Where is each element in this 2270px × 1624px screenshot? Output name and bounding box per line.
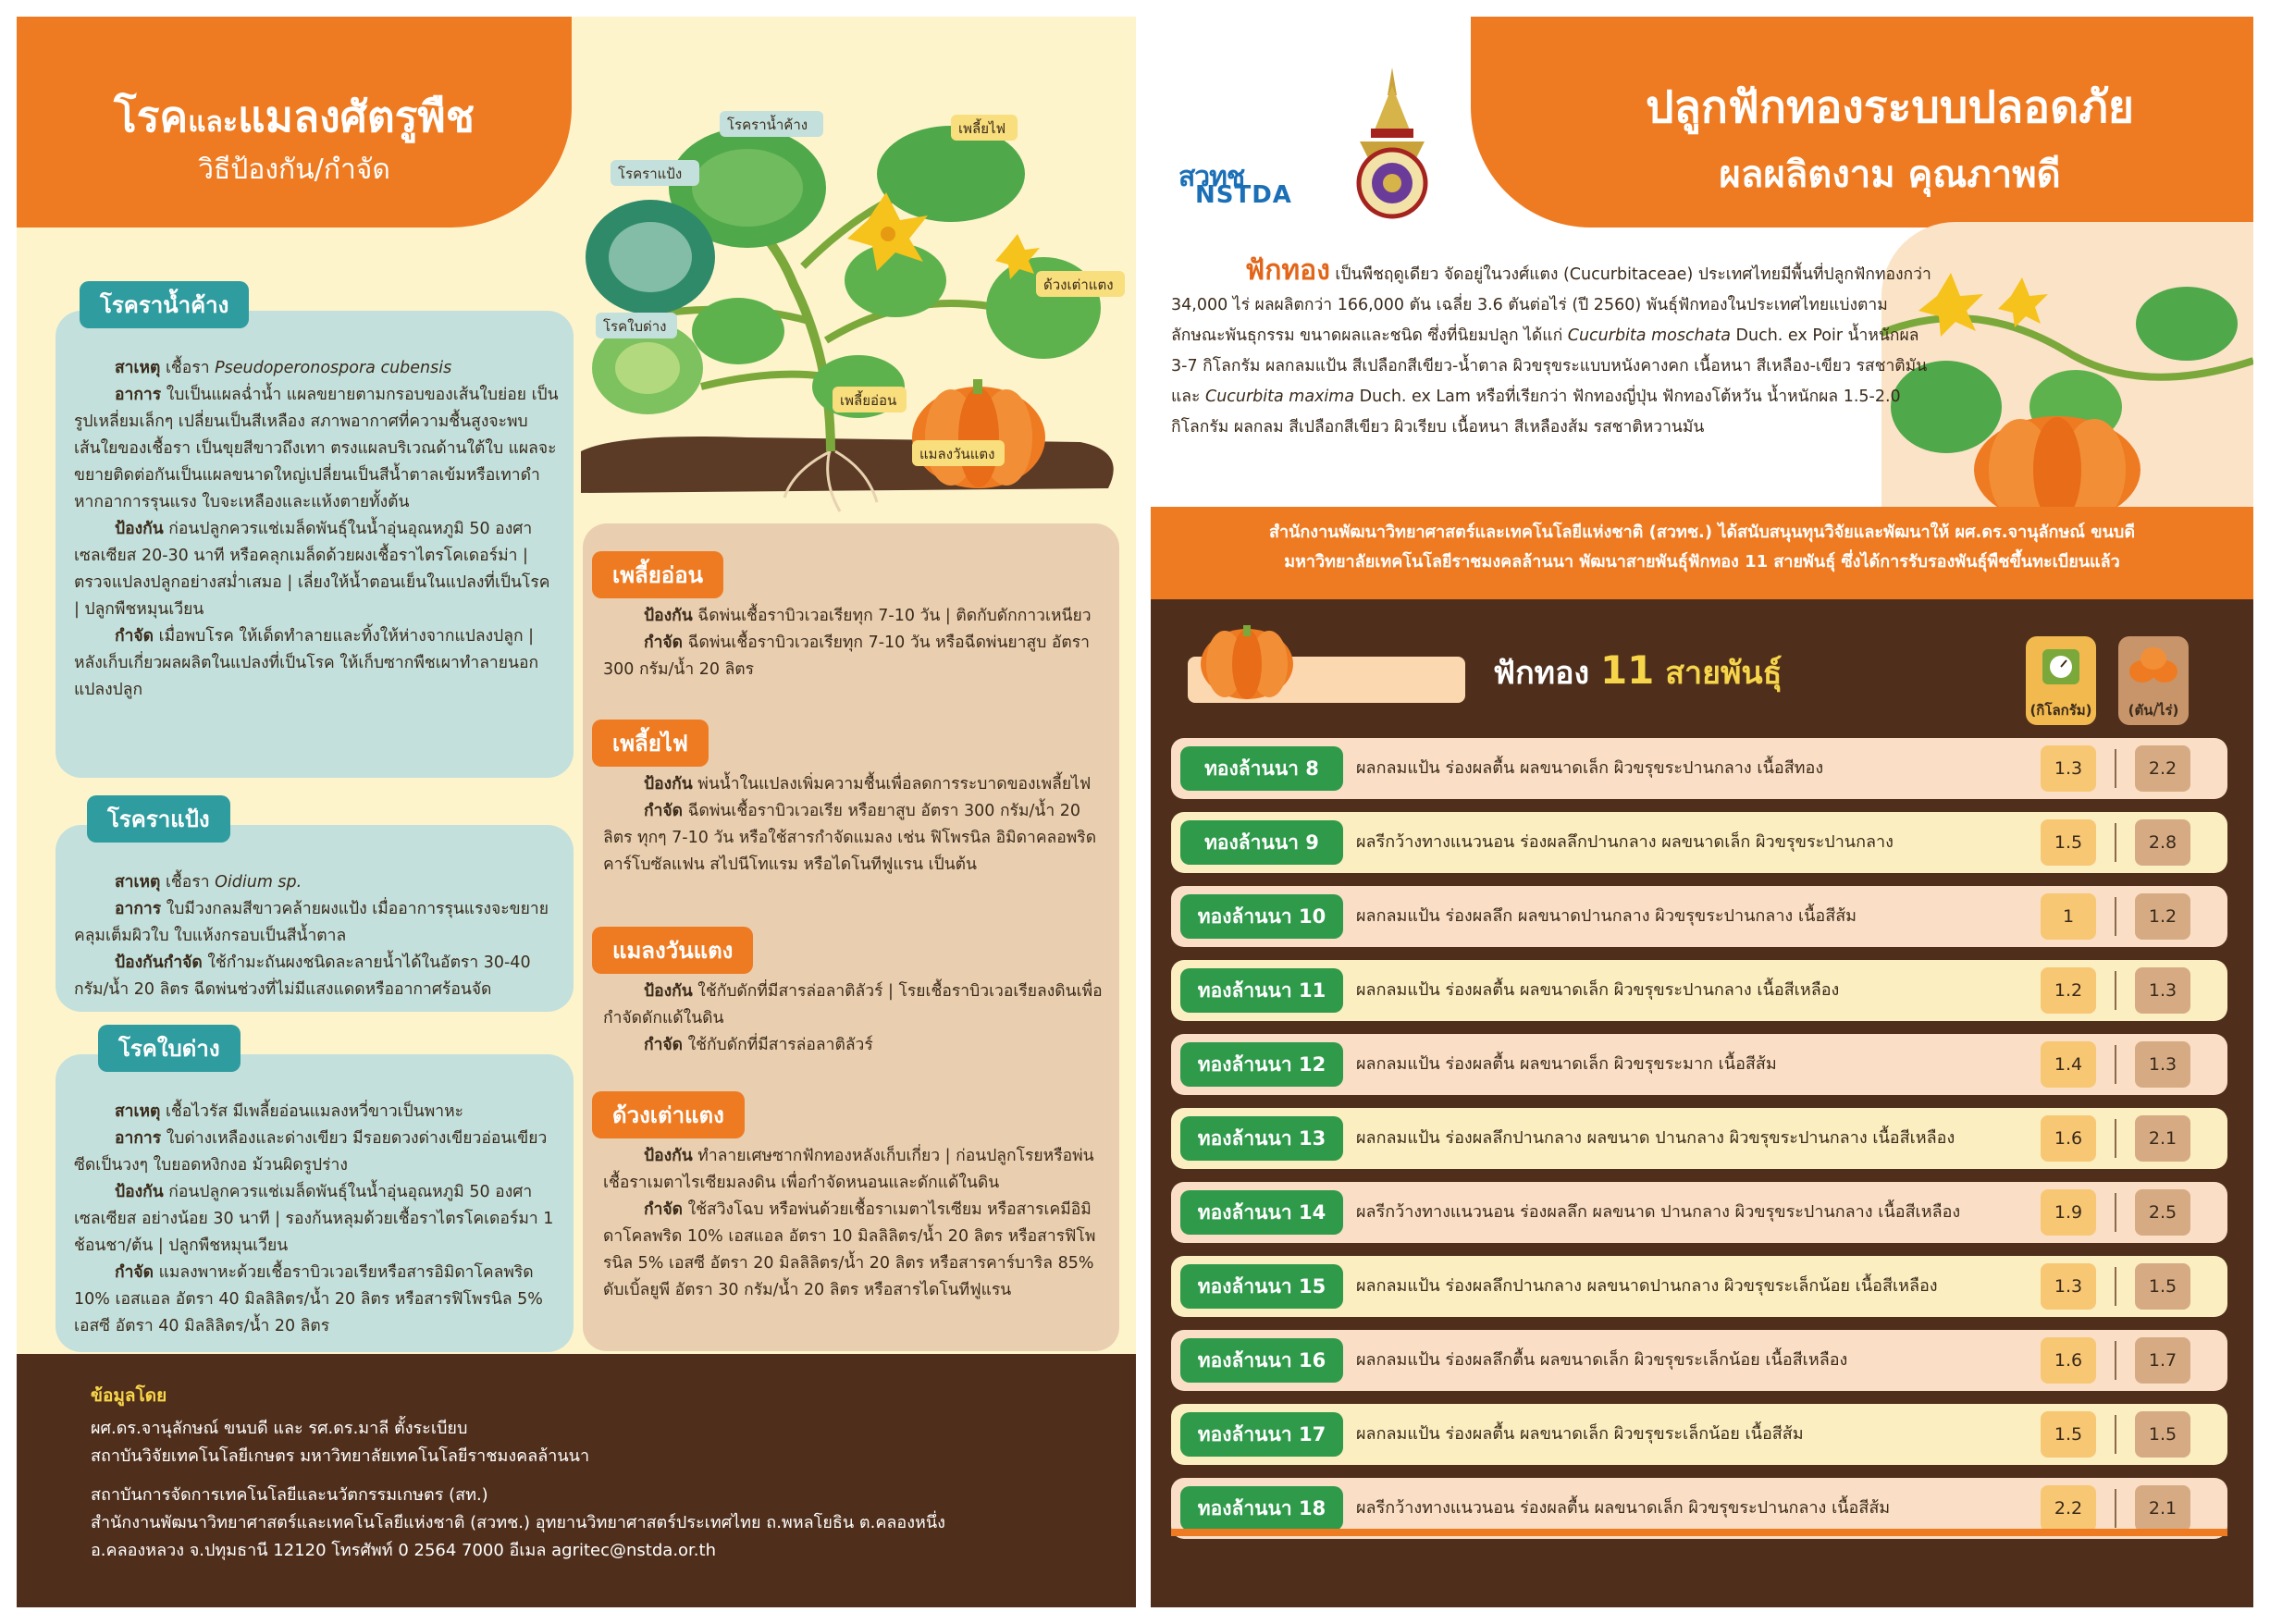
- variety-yield: 1.3: [2135, 1041, 2190, 1088]
- left-header: [17, 17, 572, 228]
- label-downy-mildew: โรคราน้ำค้าง: [727, 117, 808, 133]
- variety-description: ผลกลมแป้น ร่องผลตื้น ผลขนาดเล็ก ผิวขรุขระมาก เนื้อสีส้ม: [1356, 1054, 1777, 1074]
- tab-mosaic: โรคใบด่าง: [98, 1025, 241, 1072]
- pest-box: [583, 523, 1119, 1351]
- variety-row: [1171, 812, 2227, 873]
- column-divider: [2115, 749, 2116, 788]
- right-page: [1151, 17, 2253, 1607]
- column-divider: [2115, 897, 2116, 936]
- variety-description: ผลกลมแป้น ร่องผลลึก ผลขนาดปานกลาง ผิวขรุขระปานกลาง เนื้อสีส้ม: [1356, 906, 1857, 926]
- varieties-title: ฟักทอง 11 สายพันธุ์: [1493, 647, 1783, 693]
- variety-yield: 2.5: [2135, 1189, 2190, 1236]
- variety-name: ทองล้านนา 8: [1180, 746, 1343, 791]
- variety-yield: 2.2: [2135, 745, 2190, 792]
- support-band: สำนักงานพัฒนาวิทยาศาสตร์และเทคโนโลยีแห่งชาติ (สวทช.) ได้สนับสนุนทุนวิจัยและพัฒนาให้ ผศ.ดร.จานุลักษณ์ ขนบดี มหาวิทยาลัยเทคโนโลยีราชมงคลล้านนา พัฒนาสายพันธุ์ฟักทอง 11 สายพันธุ์ ซึ่งได้การรับรองพันธุ์พืชขึ้นทะเบียนแล้ว: [1151, 507, 2253, 599]
- variety-yield: 1.5: [2135, 1263, 2190, 1310]
- column-divider: [2115, 1193, 2116, 1232]
- variety-description: ผลกลมแป้น ร่องผลตื้น ผลขนาดเล็ก ผิวขรุขระปานกลาง เนื้อสีทอง: [1356, 758, 1824, 778]
- footer-institute: สถาบันวิจัยเทคโนโลยีเกษตร มหาวิทยาลัยเทคโนโลยีราชมงคลล้านนา: [91, 1446, 590, 1466]
- pumpkins-icon: [2118, 636, 2189, 692]
- footer-address-2: อ.คลองหลวง จ.ปทุมธานี 12120 โทรศัพท์ 0 2564 7000 อีเมล agritec@nstda.or.th: [91, 1541, 716, 1560]
- tab-thrips: เพลี้ยไฟ: [592, 720, 709, 767]
- variety-weight: 1.6: [2041, 1337, 2096, 1384]
- variety-description: ผลกลมแป้น ร่องผลลึกปานกลาง ผลขนาดปานกลาง ผิวขรุขระเล็กน้อย เนื้อสีเหลือง: [1356, 1276, 1938, 1296]
- varieties-section: [1151, 599, 2253, 1607]
- left-subtitle: วิธีป้องกัน/กำจัด: [198, 154, 390, 186]
- column-divider: [2115, 1045, 2116, 1084]
- bottom-bar: [1171, 1529, 2227, 1536]
- variety-description: ผลกลมแป้น ร่องผลลึกตื้น ผลขนาดเล็ก ผิวขรุขระเล็กน้อย เนื้อสีเหลือง: [1356, 1350, 1848, 1370]
- variety-row: [1171, 1404, 2227, 1465]
- footer-org: สถาบันการจัดการเทคโนโลยีและนวัตกรรมเกษตร (สท.): [91, 1485, 488, 1505]
- footer-address-1: สำนักงานพัฒนาวิทยาศาสตร์และเทคโนโลยีแห่งชาติ (สวทช.) อุทยานวิทยาศาสตร์ประเทศไทย ถ.พหลโยธิน ต.คลองหนึ่ง: [91, 1513, 945, 1532]
- variety-weight: 1: [2041, 893, 2096, 940]
- variety-weight: 1.3: [2041, 1263, 2096, 1310]
- pumpkin-banner-icon: [1188, 625, 1465, 703]
- variety-yield: 2.1: [2135, 1115, 2190, 1162]
- variety-row: [1171, 1034, 2227, 1095]
- variety-weight: 1.9: [2041, 1189, 2096, 1236]
- label-mosaic: โรคใบด่าง: [603, 318, 667, 335]
- yield-column-header: (ตัน/ไร่): [2118, 636, 2189, 725]
- scale-icon: [2026, 636, 2096, 692]
- variety-yield: 1.7: [2135, 1337, 2190, 1384]
- label-fruit-fly: แมลงวันแตง: [919, 446, 995, 462]
- label-powdery-mildew: โรคราแป้ง: [618, 166, 683, 182]
- downy-mildew-box: สาเหตุ เชื้อรา Pseudoperonospora cubensis อาการ ใบเป็นแผลฉ่ำน้ำ แผลขยายตามกรอบของเส้นใบย่อย เป็นรูปเหลี่ยมเล็กๆ เปลี่ยนเป็นสีเหลือง สภาพอากาศที่ความชื้นสูงจะพบเส้นใยของเชื้อรา เป็นขุยสีขาวถึงเทา ตรงแผลบริเวณด้านใต้ใบ แผลจะขยายติดต่อกันเป็นแผลขนาดใหญ่เปลี่ยนเป็นสีน้ำตาลเข้มหรือเทาดำ หากอาการรุนแรง ใบจะเหลืองและแห้งตายทั้งต้น ป้องกัน ก่อนปลูกควรแช่เมล็ดพันธุ์ในน้ำอุ่นอุณหภูมิ 50 องศาเซลเซียส 20-30 นาที หรือคลุกเมล็ดด้วยผงเชื้อราไตรโคเดอร์ม่า | ตรวจแปลงปลูกอย่างสม่ำเสมอ | เลี่ยงให้น้ำตอนเย็นในแปลงที่เป็นโรค | ปลูกพืชหมุนเวียน กำจัด เมื่อพบโรค ให้เด็ดทำลายและทิ้งให้ห่างจากแปลงปลูก | หลังเก็บเกี่ยวผลผลิตในแปลงที่เป็นโรค ให้เก็บซากพืชเผาทำลายนอกแปลงปลูก: [56, 311, 574, 778]
- variety-row: [1171, 1108, 2227, 1169]
- variety-row: [1171, 1256, 2227, 1317]
- variety-name: ทองล้านนา 10: [1180, 894, 1343, 939]
- variety-weight: 1.4: [2041, 1041, 2096, 1088]
- mosaic-box: สาเหตุ เชื้อไวรัส มีเพลี้ยอ่อนแมลงหวี่ขาวเป็นพาหะ อาการ ใบด่างเหลืองและด่างเขียว มีรอยดวงด่างเขียวอ่อนเขียวซีดเป็นวงๆ ใบยอดหงิกงอ ม้วนผิดรูปร่าง ป้องกัน ก่อนปลูกควรแช่เมล็ดพันธุ์ในน้ำอุ่นอุณหภูมิ 50 องศาเซลเซียส อย่างน้อย 30 นาที | รองก้นหลุมด้วยเชื้อราไตรโคเดอร์มา 1 ช้อนชา/ต้น | ปลูกพืชหมุนเวียน กำจัด แมลงพาหะด้วยเชื้อราบิวเวอเรียหรือสารอิมิดาโคลพริด 10% เอสแอล อัตรา 40 มิลลิลิตร/น้ำ 20 ลิตร หรือสารฟิโพรนิล 5% เอสซี อัตรา 40 มิลลิลิตร/น้ำ 20 ลิตร: [56, 1054, 574, 1352]
- variety-weight: 1.2: [2041, 967, 2096, 1014]
- variety-name: ทองล้านนา 11: [1180, 968, 1343, 1013]
- nstda-logo: สวทช NSTDA: [1178, 161, 1292, 209]
- variety-name: ทองล้านนา 14: [1180, 1190, 1343, 1235]
- variety-name: ทองล้านนา 16: [1180, 1338, 1343, 1383]
- left-page: [17, 17, 1136, 1607]
- left-footer: [17, 1354, 1136, 1607]
- variety-description: ผลรีกว้างทางแนวนอน ร่องผลลึกปานกลาง ผลขนาดเล็ก ผิวขรุขระปานกลาง: [1356, 832, 1894, 852]
- variety-weight: 1.5: [2041, 1411, 2096, 1458]
- variety-row: [1171, 1330, 2227, 1391]
- pumpkin-plant-illustration: [562, 81, 1136, 516]
- left-title: โรคและแมลงศัตรูพืช: [114, 92, 475, 141]
- column-divider: [2115, 1119, 2116, 1158]
- variety-yield: 1.5: [2135, 1411, 2190, 1458]
- column-divider: [2115, 823, 2116, 862]
- variety-description: ผลรีกว้างทางแนวนอน ร่องผลลึก ผลขนาด ปานกลาง ผิวขรุขระปานกลาง เนื้อสีเหลือง: [1356, 1202, 1961, 1222]
- variety-row: [1171, 1182, 2227, 1243]
- variety-weight: 2.2: [2041, 1485, 2096, 1532]
- right-title: ปลูกฟักทองระบบปลอดภัย: [1645, 81, 2135, 133]
- variety-name: ทองล้านนา 15: [1180, 1264, 1343, 1309]
- column-divider: [2115, 1267, 2116, 1306]
- powdery-mildew-box: สาเหตุ เชื้อรา Oidium sp. อาการ ใบมีวงกลมสีขาวคล้ายผงแป้ง เมื่ออาการรุนแรงจะขยายคลุมเต็มผิวใบ ใบแห้งกรอบเป็นสีน้ำตาล ป้องกันกำจัด ใช้กำมะถันผงชนิดละลายน้ำได้ในอัตรา 30-40 กรัม/น้ำ 20 ลิตร ฉีดพ่นช่วงที่ไม่มีแสงแดดหรืออากาศร้อนจัด: [56, 825, 574, 1012]
- thrips-info: ป้องกัน พ่นน้ำในแปลงเพิ่มความชื้นเพื่อลดการระบาดของเพลี้ยไฟ กำจัด ฉีดพ่นเชื้อราบิวเวอเรีย หรือยาสูบ อัตรา 300 กรัม/น้ำ 20 ลิตร ทุกๆ 7-10 วัน หรือใช้สารกำจัดแมลง เช่น ฟิโพรนิล อิมิดาคลอพริด คาร์โบซัลแฟน สไปนีโทแรม หรือไดโนทีฟูแรน เป็นต้น: [603, 775, 1097, 874]
- variety-name: ทองล้านนา 12: [1180, 1042, 1343, 1087]
- variety-row: [1171, 738, 2227, 799]
- variety-weight: 1.3: [2041, 745, 2096, 792]
- label-thrips: เพลี้ยไฟ: [958, 120, 1006, 137]
- fruit-fly-info: ป้องกัน ใช้กับดักที่มีสารล่อลาติลัวร์ | โรยเชื้อราบิวเวอเรียลงดินเพื่อกำจัดดักแด้ในดิน กำจัด ใช้กับดักที่มีสารล่อลาติลัวร์: [603, 982, 1103, 1054]
- variety-description: ผลกลมแป้น ร่องผลตื้น ผลขนาดเล็ก ผิวขรุขระปานกลาง เนื้อสีเหลือง: [1356, 980, 1840, 1000]
- aphid-info: ป้องกัน ฉีดพ่นเชื้อราบิวเวอเรียทุก 7-10 วัน | ติดกับดักกาวเหนียว กำจัด ฉีดพ่นเชื้อราบิวเวอเรียทุก 7-10 วัน หรือฉีดพ่นยาสูบ อัตรา 300 กรัม/น้ำ 20 ลิตร: [603, 607, 1092, 679]
- weight-column-header: (กิโลกรัม): [2026, 636, 2096, 725]
- university-emblem-icon: [1351, 68, 1434, 220]
- tab-powdery-mildew: โรคราแป้ง: [87, 795, 230, 843]
- tab-downy-mildew: โรคราน้ำค้าง: [80, 281, 249, 328]
- variety-name: ทองล้านนา 13: [1180, 1116, 1343, 1161]
- right-header: [1471, 17, 2253, 228]
- variety-row: [1171, 960, 2227, 1021]
- variety-yield: 2.1: [2135, 1485, 2190, 1532]
- tab-fruit-fly: แมลงวันแตง: [592, 927, 753, 974]
- beetle-info: ป้องกัน ทำลายเศษซากฟักทองหลังเก็บเกี่ยว | ก่อนปลูกโรยหรือพ่นเชื้อราเมตาไรเซียมลงดิน เพื่อกำจัดหนอนและดักแด้ในดิน กำจัด ใช้สวิงโฉบ หรือพ่นด้วยเชื้อราเมตาไรเซียม หรือสารเคมีอิมิดาโคลพริด 10% เอสแอล อัตรา 10 มิลลิลิตร/น้ำ 20 ลิตร หรือสารฟิโพรนิล 5% เอสซี อัตรา 20 มิลลิลิตร/น้ำ 20 ลิตร หรือสารคาร์บาริล 85% ดับเบิ้ลยูพี อัตรา 30 กรัม/น้ำ 20 ลิตร หรือสารไดโนทีฟูแรน: [603, 1147, 1096, 1299]
- variety-yield: 2.8: [2135, 819, 2190, 866]
- footer-title: ข้อมูลโดย: [91, 1385, 167, 1406]
- column-divider: [2115, 1341, 2116, 1380]
- column-divider: [2115, 1489, 2116, 1528]
- variety-description: ผลกลมแป้น ร่องผลตื้น ผลขนาดเล็ก ผิวขรุขระเล็กน้อย เนื้อสีส้ม: [1356, 1424, 1804, 1444]
- footer-authors: ผศ.ดร.จานุลักษณ์ ขนบดี และ รศ.ดร.มาลี ตั้งระเบียบ: [91, 1419, 468, 1438]
- variety-row: [1171, 886, 2227, 947]
- variety-description: ผลรีกว้างทางแนวนอน ร่องผลตื้น ผลขนาดเล็ก ผิวขรุขระปานกลาง เนื้อสีส้ม: [1356, 1498, 1891, 1518]
- right-subtitle: ผลผลิตงาม คุณภาพดี: [1719, 154, 2061, 196]
- variety-description: ผลกลมแป้น ร่องผลลึกปานกลาง ผลขนาด ปานกลาง ผิวขรุขระปานกลาง เนื้อสีเหลือง: [1356, 1128, 1955, 1148]
- intro-paragraph: ฟักทอง เป็นพืชฤดูเดียว จัดอยู่ในวงศ์แตง (Cucurbitaceae) ประเทศไทยมีพื้นที่ปลูกฟักทองกว่า 34,000 ไร่ ผลผลิตกว่า 166,000 ตัน เฉลี่ย 3.6 ตันต่อไร่ (ปี 2560) พันธุ์ฟักทองในประเทศไทยแบ่งตามลักษณะพันธุกรรม ขนาดผลและชนิด ซึ่งที่นิยมปลูก ได้แก่ Cucurbita moschata Duch. ex Poir น้ำหนักผล 3-7 กิโลกรัม ผลกลมแป้น สีเปลือกสีเขียว-น้ำตาล ผิวขรุขระแบบหนังคางคก เนื้อหนา สีเหลือง-เขียว รสชาติมัน และ Cucurbita maxima Duch. ex Lam หรือที่เรียกว่า ฟักทองญี่ปุ่น ฟักทองโต้หวัน น้ำหนักผล 1.5-2.0 กิโลกรัม ผลกลม สีเปลือกสีเขียว ผิวเรียบ เนื้อหนา สีเหลืองส้ม รสชาติหวานมัน: [1171, 254, 1931, 437]
- tab-aphid: เพลี้ยอ่อน: [592, 551, 723, 598]
- column-divider: [2115, 1415, 2116, 1454]
- variety-name: ทองล้านนา 17: [1180, 1412, 1343, 1457]
- label-beetle: ด้วงเต่าแตง: [1043, 277, 1114, 293]
- variety-name: ทองล้านนา 18: [1180, 1486, 1343, 1531]
- label-aphid: เพลี้ยอ่อน: [840, 392, 897, 409]
- variety-yield: 1.2: [2135, 893, 2190, 940]
- variety-weight: 1.6: [2041, 1115, 2096, 1162]
- column-divider: [2115, 971, 2116, 1010]
- variety-yield: 1.3: [2135, 967, 2190, 1014]
- variety-weight: 1.5: [2041, 819, 2096, 866]
- tab-beetle: ด้วงเต่าแตง: [592, 1091, 745, 1138]
- variety-name: ทองล้านนา 9: [1180, 820, 1343, 865]
